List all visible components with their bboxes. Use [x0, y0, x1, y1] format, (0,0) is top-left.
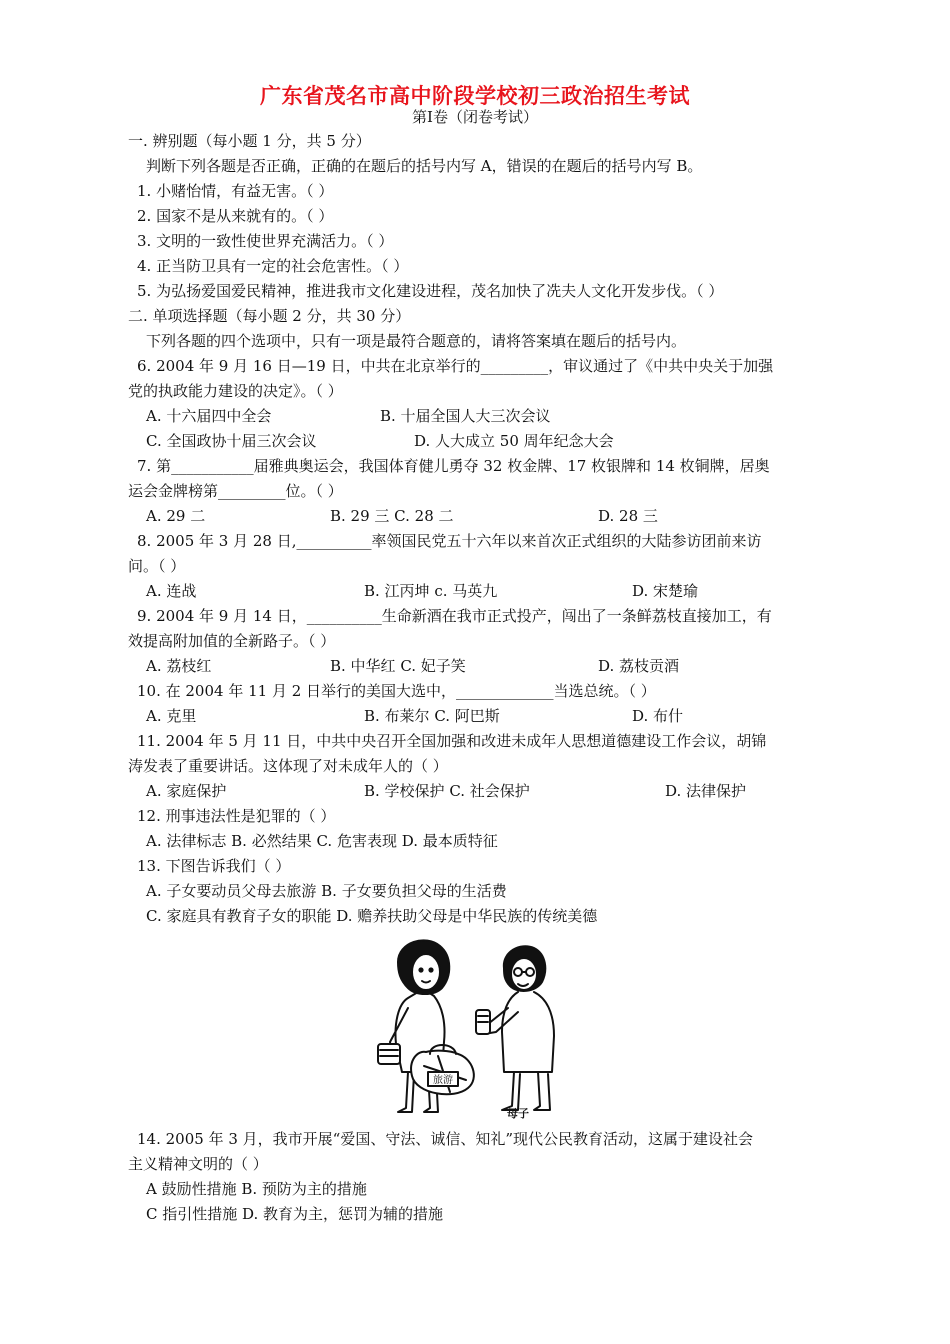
- question-11-option-a: A. 家庭保护: [146, 782, 227, 800]
- question-14-line1: 14. 2005 年 3 月，我市开展“爱国、守法、诚信、知礼”现代公民教育活动，这属于建设社会: [137, 1130, 753, 1148]
- question-9-line1: 9. 2004 年 9 月 14 日，__________生命新酒在我市正式投产，闯出了一条鲜荔枝直接加工，有: [137, 607, 772, 625]
- section1-heading: 一. 辨别题（每小题 1 分，共 5 分）: [128, 132, 371, 150]
- question-5: 5. 为弘扬爱国爱民精神，推进我市文化建设进程，茂名加快了冼夫人文化开发步伐。（ ）: [137, 282, 724, 300]
- question-11-options-bc: B. 学校保护 C. 社会保护: [364, 782, 530, 800]
- question-13-options-cd: C. 家庭具有教育子女的职能 D. 赡养扶助父母是中华民族的传统美德: [146, 907, 598, 925]
- question-12-options: A. 法律标志 B. 必然结果 C. 危害表现 D. 最本质特征: [146, 832, 498, 850]
- cartoon-caption: 母子: [507, 1107, 529, 1120]
- question-6-option-d: D. 人大成立 50 周年纪念大会: [414, 432, 614, 450]
- question-9-option-a: A. 荔枝红: [146, 657, 212, 675]
- question-8-line2: 问。（ ）: [128, 557, 186, 575]
- question-7-line2: 运会金牌榜第_________位。（ ）: [128, 482, 343, 500]
- question-10-option-d: D. 布什: [632, 707, 684, 725]
- question-13-options-ab: A. 子女要动员父母去旅游 B. 子女要负担父母的生活费: [146, 882, 507, 900]
- travel-bag-label: 旅游: [433, 1075, 453, 1086]
- question-10-line1: 10. 在 2004 年 11 月 2 日举行的美国大选中，_____________当选总统。（ ）: [137, 682, 656, 700]
- question-6-line2: 党的执政能力建设的决定》。（ ）: [128, 382, 343, 400]
- question-7-line1: 7. 第___________届雅典奥运会，我国体育健儿勇夺 32 枚金牌、17 枚银牌和 14 枚铜牌，居奥: [137, 457, 770, 475]
- question-12-line1: 12. 刑事违法性是犯罪的（ ）: [137, 807, 336, 825]
- question-2: 2. 国家不是从来就有的。（ ）: [137, 207, 334, 225]
- mother-son-cartoon: [368, 932, 578, 1120]
- question-8-option-a: A. 连战: [146, 582, 197, 600]
- question-9-line2: 效提高附加值的全新路子。（ ）: [128, 632, 336, 650]
- question-6-option-c: C. 全国政协十届三次会议: [146, 432, 317, 450]
- question-9-options-bc: B. 中华红 C. 妃子笑: [330, 657, 466, 675]
- question-10-options-bc: B. 布莱尔 C. 阿巴斯: [364, 707, 500, 725]
- question-7-option-a: A. 29 二: [146, 507, 206, 525]
- question-6-line1: 6. 2004 年 9 月 16 日—19 日，中共在北京举行的_________，审议通过了《中共中央关于加强: [137, 357, 774, 375]
- question-13-line1: 13. 下图告诉我们（ ）: [137, 857, 291, 875]
- question-9-option-d: D. 荔枝贡酒: [598, 657, 680, 675]
- exam-title: 广东省茂名市高中阶段学校初三政治招生考试: [260, 84, 690, 108]
- question-8-options-bc: B. 江丙坤 c. 马英九: [364, 582, 498, 600]
- exam-subtitle: 第Ⅰ卷（闭卷考试）: [412, 108, 538, 126]
- question-3: 3. 文明的一致性使世界充满活力。（ ）: [137, 232, 394, 250]
- question-11-option-d: D. 法律保护: [665, 782, 747, 800]
- question-7-options-bc: B. 29 三 C. 28 二: [330, 507, 454, 525]
- section1-instruction: 判断下列各题是否正确，正确的在题后的括号内写 A，错误的在题后的括号内写 B。: [146, 157, 703, 175]
- question-14-line2: 主义精神文明的（ ）: [128, 1155, 268, 1173]
- section2-instruction: 下列各题的四个选项中，只有一项是最符合题意的，请将答案填在题后的括号内。: [146, 332, 687, 350]
- question-11-line2: 涛发表了重要讲话。这体现了对未成年人的（ ）: [128, 757, 448, 775]
- question-8-option-d: D. 宋楚瑜: [632, 582, 699, 600]
- question-6-option-a: A. 十六届四中全会: [146, 407, 272, 425]
- question-4: 4. 正当防卫具有一定的社会危害性。（ ）: [137, 257, 409, 275]
- question-10-option-a: A. 克里: [146, 707, 197, 725]
- question-7-option-d: D. 28 三: [598, 507, 658, 525]
- section2-heading: 二. 单项选择题（每小题 2 分，共 30 分）: [128, 307, 411, 325]
- question-11-line1: 11. 2004 年 5 月 11 日，中共中央召开全国加强和改进未成年人思想道德建设工作会议，胡锦: [137, 732, 767, 750]
- question-1: 1. 小赌怡情，有益无害。（ ）: [137, 182, 334, 200]
- question-6-option-b: B. 十届全国人大三次会议: [380, 407, 551, 425]
- question-14-options-ab: A 鼓励性措施 B. 预防为主的措施: [146, 1180, 367, 1198]
- question-14-options-cd: C 指引性措施 D. 教育为主，惩罚为辅的措施: [146, 1205, 444, 1223]
- question-8-line1: 8. 2005 年 3 月 28 日,__________率领国民党五十六年以来首次正式组织的大陆参访团前来访: [137, 532, 762, 550]
